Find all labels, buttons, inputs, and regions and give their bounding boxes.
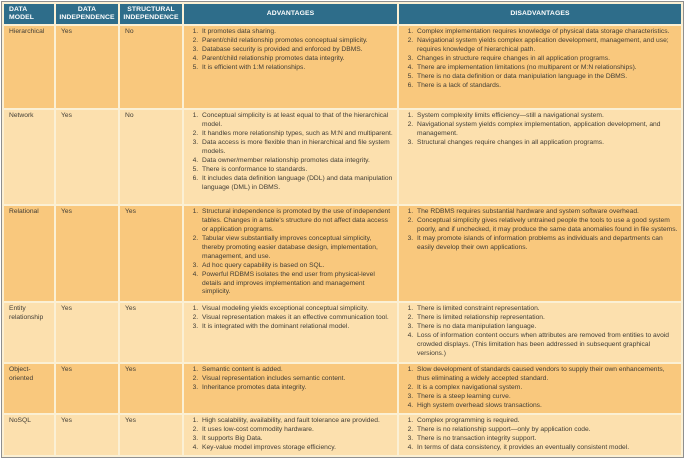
cell-data-model: Hierarchical [4, 26, 54, 108]
disadvantages-item: 5. There is no data definition or data manipulation language in the DBMS. [415, 73, 678, 82]
cell-advantages [184, 206, 397, 301]
disadvantages-item: 3. Structural changes require changes in all application programs. [415, 139, 678, 148]
cell-structural-independence: Yes [120, 415, 182, 455]
disadvantages-item: 1. The RDBMS requires substantial hardware and system software overhead. [415, 208, 678, 217]
cell-advantages [184, 415, 397, 455]
disadvantages-item: 2. Conceptual simplicity gives relatively untrained people the tools to use a good system poorly, and if unchecked, it may produce the same data anomalies found in file systems. [415, 217, 678, 235]
disadvantages-list [402, 208, 678, 253]
header-disadvantages: DISADVANTAGES [399, 4, 681, 24]
cell-data-independence: Yes [56, 415, 118, 455]
advantages-item: 5. It is efficient with 1:M relationships. [200, 64, 394, 73]
advantages-item: 4. Powerful RDBMS isolates the end user from physical-level details and improves implementation and management simplicity. [200, 271, 394, 298]
comparison-table [1, 1, 684, 458]
advantages-item: 2. Visual representation includes semantic content. [200, 375, 394, 384]
cell-data-model: NoSQL [4, 415, 54, 455]
disadvantages-item: 4. In terms of data consistency, it provides an eventually consistent model. [415, 444, 678, 453]
advantages-list [187, 417, 394, 453]
disadvantages-list [402, 28, 678, 90]
advantages-item: 3. It is integrated with the dominant relational model. [200, 323, 394, 332]
advantages-item: 2. It uses low-cost commodity hardware. [200, 426, 394, 435]
data-model-comparison [1, 1, 684, 458]
header-data-model: DATA MODEL [4, 4, 54, 24]
advantages-item: 3. Ad hoc query capability is based on SQL. [200, 262, 394, 271]
disadvantages-item: 1. Complex implementation requires knowledge of physical data storage characteristics. [415, 28, 678, 37]
advantages-item: 2. Tabular view substantially improves conceptual simplicity, thereby promoting easier database design, implementation, management, and use. [200, 235, 394, 262]
advantages-item: 2. Parent/child relationship promotes conceptual simplicity. [200, 37, 394, 46]
advantages-item: 4. Parent/child relationship promotes data integrity. [200, 55, 394, 64]
disadvantages-item: 1. System complexity limits efficiency—still a navigational system. [415, 112, 678, 121]
disadvantages-item: 1. Slow development of standards caused vendors to supply their own enhancements, thus eliminating a widely accepted standard. [415, 366, 678, 384]
advantages-list [187, 112, 394, 192]
advantages-list [187, 366, 394, 393]
cell-advantages [184, 26, 397, 108]
table-row-entity-relationship [4, 303, 681, 362]
advantages-list [187, 305, 394, 332]
advantages-item: 1. It promotes data sharing. [200, 28, 394, 37]
disadvantages-item: 3. Changes in structure require changes in all application programs. [415, 55, 678, 64]
advantages-item: 4. Data owner/member relationship promotes data integrity. [200, 157, 394, 166]
header-row [4, 4, 681, 24]
disadvantages-item: 2. There is no relationship support—only by application code. [415, 426, 678, 435]
disadvantages-item: 3. There is a steep learning curve. [415, 393, 678, 402]
advantages-item: 1. High scalability, availability, and fault tolerance are provided. [200, 417, 394, 426]
disadvantages-item: 4. High system overhead slows transactions. [415, 402, 678, 411]
cell-data-model: Relational [4, 206, 54, 301]
disadvantages-list [402, 112, 678, 148]
table-row-network [4, 110, 681, 204]
disadvantages-item: 3. There is no transaction integrity support. [415, 435, 678, 444]
advantages-list [187, 28, 394, 73]
cell-structural-independence: No [120, 110, 182, 204]
header-advantages: ADVANTAGES [184, 4, 397, 24]
header-data-independence: DATA INDEPENDENCE [56, 4, 118, 24]
cell-advantages [184, 110, 397, 204]
advantages-item: 1. Visual modeling yields exceptional conceptual simplicity. [200, 305, 394, 314]
cell-data-independence: Yes [56, 26, 118, 108]
cell-advantages [184, 364, 397, 413]
disadvantages-item: 3. There is no data manipulation language. [415, 323, 678, 332]
advantages-item: 3. Inheritance promotes data integrity. [200, 384, 394, 393]
disadvantages-item: 6. There is a lack of standards. [415, 82, 678, 91]
table-header [4, 4, 681, 24]
cell-data-model: Entity relationship [4, 303, 54, 362]
disadvantages-list [402, 417, 678, 453]
advantages-item: 1. Structural independence is promoted by the use of independent tables. Changes in a table's structure do not affect data access or application programs. [200, 208, 394, 235]
advantages-item: 6. It includes data definition language (DDL) and data manipulation language (DML) in DBMS. [200, 175, 394, 193]
disadvantages-item: 2. There is limited relationship representation. [415, 314, 678, 323]
cell-structural-independence: No [120, 26, 182, 108]
advantages-item: 5. There is conformance to standards. [200, 166, 394, 175]
cell-disadvantages [399, 26, 681, 108]
disadvantages-item: 1. There is limited constraint representation. [415, 305, 678, 314]
advantages-list [187, 208, 394, 297]
advantages-item: 3. It supports Big Data. [200, 435, 394, 444]
advantages-item: 2. Visual representation makes it an effective communication tool. [200, 314, 394, 323]
table-body [4, 26, 681, 455]
cell-disadvantages [399, 206, 681, 301]
disadvantages-item: 4. Loss of information content occurs when attributes are removed from entities to avoid crowded displays. (This limitation has been addressed in subsequent graphical versions.) [415, 332, 678, 359]
disadvantages-item: 2. Navigational system yields complex application development, management, and use; requires knowledge of hierarchical path. [415, 37, 678, 55]
table-row-nosql [4, 415, 681, 455]
cell-data-model: Object-oriented [4, 364, 54, 413]
cell-advantages [184, 303, 397, 362]
header-structural-independence: STRUCTURAL INDEPENDENCE [120, 4, 182, 24]
cell-data-independence: Yes [56, 110, 118, 204]
cell-disadvantages [399, 415, 681, 455]
cell-structural-independence: Yes [120, 303, 182, 362]
table-row-object-oriented [4, 364, 681, 413]
cell-data-independence: Yes [56, 303, 118, 362]
advantages-item: 3. Data access is more flexible than in hierarchical and file system models. [200, 139, 394, 157]
cell-disadvantages [399, 303, 681, 362]
table-row-hierarchical [4, 26, 681, 108]
table-row-relational [4, 206, 681, 301]
disadvantages-list [402, 366, 678, 411]
advantages-item: 4. Key-value model improves storage efficiency. [200, 444, 394, 453]
disadvantages-item: 4. There are implementation limitations (no multiparent or M:N relationships). [415, 64, 678, 73]
cell-disadvantages [399, 364, 681, 413]
cell-data-model: Network [4, 110, 54, 204]
disadvantages-list [402, 305, 678, 358]
advantages-item: 3. Database security is provided and enforced by DBMS. [200, 46, 394, 55]
cell-structural-independence: Yes [120, 364, 182, 413]
disadvantages-item: 3. It may promote islands of information problems as individuals and departments can easily develop their own applications. [415, 235, 678, 253]
advantages-item: 1. Semantic content is added. [200, 366, 394, 375]
cell-structural-independence: Yes [120, 206, 182, 301]
disadvantages-item: 2. Navigational system yields complex implementation, application development, and management. [415, 121, 678, 139]
advantages-item: 2. It handles more relationship types, such as M:N and multiparent. [200, 130, 394, 139]
disadvantages-item: 1. Complex programming is required. [415, 417, 678, 426]
advantages-item: 1. Conceptual simplicity is at least equal to that of the hierarchical model. [200, 112, 394, 130]
cell-data-independence: Yes [56, 206, 118, 301]
cell-data-independence: Yes [56, 364, 118, 413]
cell-disadvantages [399, 110, 681, 204]
disadvantages-item: 2. It is a complex navigational system. [415, 384, 678, 393]
